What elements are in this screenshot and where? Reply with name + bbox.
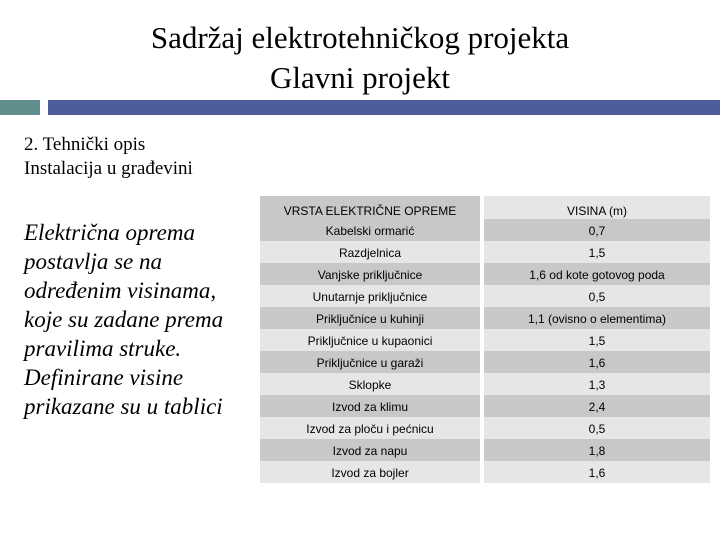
description-text: Električna oprema postavlja se na određenim visinama, koje su zadane prema pravilima struke. Definirane visine prikazane su u tablici [24, 220, 224, 419]
height-cell: 0,5 [484, 417, 710, 439]
table-row [260, 351, 710, 373]
table-row [260, 395, 710, 417]
height-cell: 1,6 [484, 351, 710, 373]
table-row [260, 373, 710, 395]
equipment-cell: Kabelski ormarić [260, 219, 480, 241]
equipment-cell: Izvod za bojler [260, 461, 480, 483]
height-cell: 1,5 [484, 329, 710, 351]
table-row [260, 417, 710, 439]
table-row [260, 329, 710, 351]
equipment-cell: Unutarnje priključnice [260, 285, 480, 307]
equipment-height-table [260, 196, 710, 483]
table-row [260, 263, 710, 285]
section-subtitle [24, 133, 193, 181]
table-row [260, 219, 710, 241]
header-equipment-type: VRSTA ELEKTRIČNE OPREME [260, 196, 480, 219]
equipment-cell: Priključnice u kupaonici [260, 329, 480, 351]
equipment-cell: Izvod za napu [260, 439, 480, 461]
equipment-cell: Razdjelnica [260, 241, 480, 263]
table-row [260, 461, 710, 483]
accent-bar-teal [0, 100, 40, 115]
table-row [260, 439, 710, 461]
table-header-row [260, 196, 710, 219]
height-cell: 1,6 [484, 461, 710, 483]
equipment-cell: Izvod za ploču i pećnicu [260, 417, 480, 439]
table-row [260, 307, 710, 329]
equipment-cell: Vanjske priključnice [260, 263, 480, 285]
accent-bar-blue [48, 100, 720, 115]
table-row [260, 285, 710, 307]
equipment-cell: Izvod za klimu [260, 395, 480, 417]
equipment-cell: Sklopke [260, 373, 480, 395]
height-cell: 1,5 [484, 241, 710, 263]
height-cell: 0,5 [484, 285, 710, 307]
height-cell: 1,3 [484, 373, 710, 395]
table-row [260, 241, 710, 263]
subtitle-line-2: Instalacija u građevini [24, 158, 193, 179]
header-height: VISINA (m) [484, 196, 710, 219]
height-cell: 0,7 [484, 219, 710, 241]
height-cell: 2,4 [484, 395, 710, 417]
equipment-cell: Priključnice u kuhinji [260, 307, 480, 329]
title-line-2: Glavni projekt [270, 60, 450, 95]
title-line-1: Sadržaj elektrotehničkog projekta [150, 20, 570, 55]
equipment-cell: Priključnice u garaži [260, 351, 480, 373]
height-cell: 1,8 [484, 439, 710, 461]
height-cell: 1,6 od kote gotovog poda [484, 263, 710, 285]
subtitle-line-1: 2. Tehnički opis [24, 134, 146, 155]
slide-title [0, 18, 720, 98]
height-cell: 1,1 (ovisno o elementima) [484, 307, 710, 329]
